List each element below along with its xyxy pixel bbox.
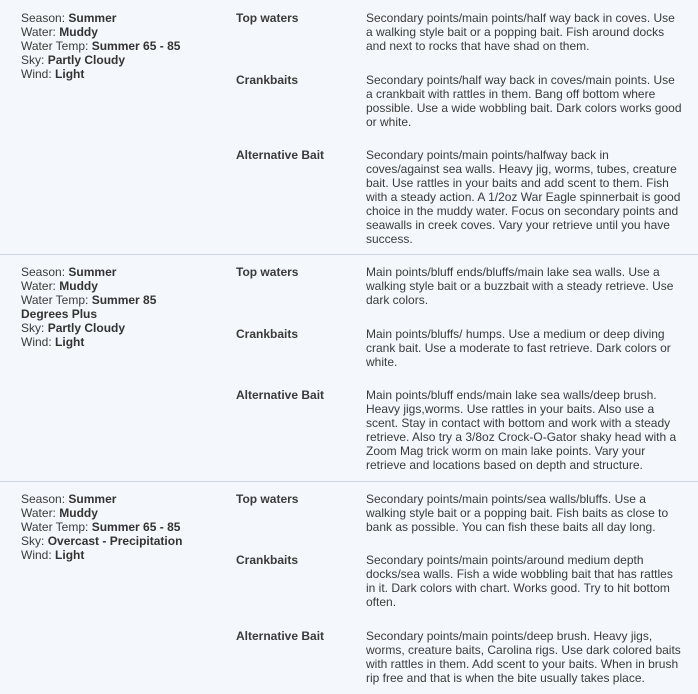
bait-name: Crankbaits bbox=[236, 327, 299, 341]
sky-value: Partly Cloudy bbox=[47, 53, 126, 67]
water-line bbox=[21, 279, 201, 293]
wind-line bbox=[21, 548, 201, 562]
water-temp-line bbox=[21, 293, 191, 321]
bait-description: Main points/bluff ends/bluffs/main lake sea walls. Use a walking style bait or a buzzbait with a steady retrieve. Use dark colors. bbox=[366, 265, 674, 307]
water-temp-label: Water Temp: bbox=[21, 39, 89, 53]
water-temp-label: Water Temp: bbox=[21, 520, 89, 534]
season-line bbox=[21, 265, 201, 279]
sky-line bbox=[21, 321, 201, 335]
water-value: Muddy bbox=[59, 279, 98, 293]
season-label: Season: bbox=[21, 492, 66, 506]
bait-name: Alternative Bait bbox=[236, 388, 325, 402]
condition-block bbox=[0, 255, 698, 482]
conditions-summary bbox=[21, 265, 201, 349]
sky-value: Overcast - Precipitation bbox=[47, 534, 183, 548]
bait-name: Top waters bbox=[236, 492, 299, 506]
water-temp-line bbox=[21, 520, 201, 534]
sky-line bbox=[21, 53, 201, 67]
bait-name: Alternative Bait bbox=[236, 148, 325, 162]
wind-label: Wind: bbox=[21, 335, 52, 349]
wind-value: Light bbox=[55, 548, 85, 562]
season-value: Summer bbox=[68, 492, 117, 506]
bait-name: Crankbaits bbox=[236, 553, 299, 567]
sky-line bbox=[21, 534, 201, 548]
wind-value: Light bbox=[55, 335, 85, 349]
bait-description: Main points/bluffs/ humps. Use a medium or deep diving crank bait. Use a moderate to fast retrieve. Dark colors or white. bbox=[366, 327, 671, 369]
sky-label: Sky: bbox=[21, 321, 45, 335]
water-label: Water: bbox=[21, 506, 56, 520]
condition-block bbox=[0, 482, 698, 694]
water-label: Water: bbox=[21, 25, 56, 39]
water-line bbox=[21, 25, 201, 39]
water-temp-value: Summer 65 - 85 bbox=[91, 520, 181, 534]
bait-description: Secondary points/main points/halfway back in coves/against sea walls. Heavy jig, worms, tubes, creature bait. Use rattles in your baits and add scent to them. Fish with a steady action. A 1/2oz War Eagle spinnerbait is good choice in the muddy water. Focus on secondary points and seawalls in creek coves. Vary your retrieve until you have success. bbox=[366, 148, 681, 246]
sky-label: Sky: bbox=[21, 53, 45, 67]
water-temp-label: Water Temp: bbox=[21, 293, 89, 307]
bait-description: Secondary points/main points/deep brush. Heavy jigs, worms, creature baits, Carolina rigs. Use dark colored baits with rattles in them. Add scent to your baits. When in brush rip free and that is when the bite usually takes place. bbox=[366, 629, 681, 685]
bait-name: Top waters bbox=[236, 265, 299, 279]
water-value: Muddy bbox=[59, 25, 98, 39]
water-line bbox=[21, 506, 201, 520]
bait-name: Top waters bbox=[236, 11, 299, 25]
season-label: Season: bbox=[21, 265, 66, 279]
water-label: Water: bbox=[21, 279, 56, 293]
water-temp-line bbox=[21, 39, 201, 53]
wind-label: Wind: bbox=[21, 548, 52, 562]
conditions-summary bbox=[21, 492, 201, 562]
bait-description: Secondary points/half way back in coves/main points. Use a crankbait with rattles in them. Bang off bottom where possible. Use a wide wobbling bait. Dark colors works good or white. bbox=[366, 73, 682, 129]
wind-line bbox=[21, 67, 201, 81]
wind-line bbox=[21, 335, 201, 349]
water-temp-value: Summer 65 - 85 bbox=[91, 39, 181, 53]
bait-description: Main points/bluff ends/main lake sea walls/deep brush. Heavy jigs,worms. Use rattles in your baits. Also use a scent. Stay in contact with bottom and work with a steady retrieve. Also try a 3/8oz Crock-O-Gator shaky head with a Zoom Mag trick worm on main lake points. Vary your retrieve and locations based on depth and structure. bbox=[366, 388, 677, 472]
season-label: Season: bbox=[21, 11, 66, 25]
bait-description: Secondary points/main points/around medium depth docks/sea walls. Fish a wide wobbling bait that has rattles in it. Dark colors with chart. Works good. Try to hit bottom often. bbox=[366, 553, 673, 609]
wind-label: Wind: bbox=[21, 67, 52, 81]
bait-description: Secondary points/main points/sea walls/bluffs. Use a walking style bait or a popping bait. Fish baits as close to bank as possible. You can fish these baits all day long. bbox=[366, 492, 669, 534]
bait-name: Alternative Bait bbox=[236, 629, 325, 643]
season-line bbox=[21, 11, 201, 25]
water-temp-value: Summer 85 Degrees Plus bbox=[21, 293, 157, 321]
condition-block bbox=[0, 0, 698, 255]
season-value: Summer bbox=[68, 265, 117, 279]
sky-label: Sky: bbox=[21, 534, 45, 548]
wind-value: Light bbox=[55, 67, 85, 81]
season-value: Summer bbox=[68, 11, 117, 25]
bait-description: Secondary points/main points/half way back in coves. Use a walking style bait or a popping bait. Fish around docks and next to rocks that have shad on them. bbox=[366, 11, 675, 53]
sky-value: Partly Cloudy bbox=[47, 321, 126, 335]
bait-name: Crankbaits bbox=[236, 73, 299, 87]
conditions-summary bbox=[21, 11, 201, 81]
season-line bbox=[21, 492, 201, 506]
water-value: Muddy bbox=[59, 506, 98, 520]
